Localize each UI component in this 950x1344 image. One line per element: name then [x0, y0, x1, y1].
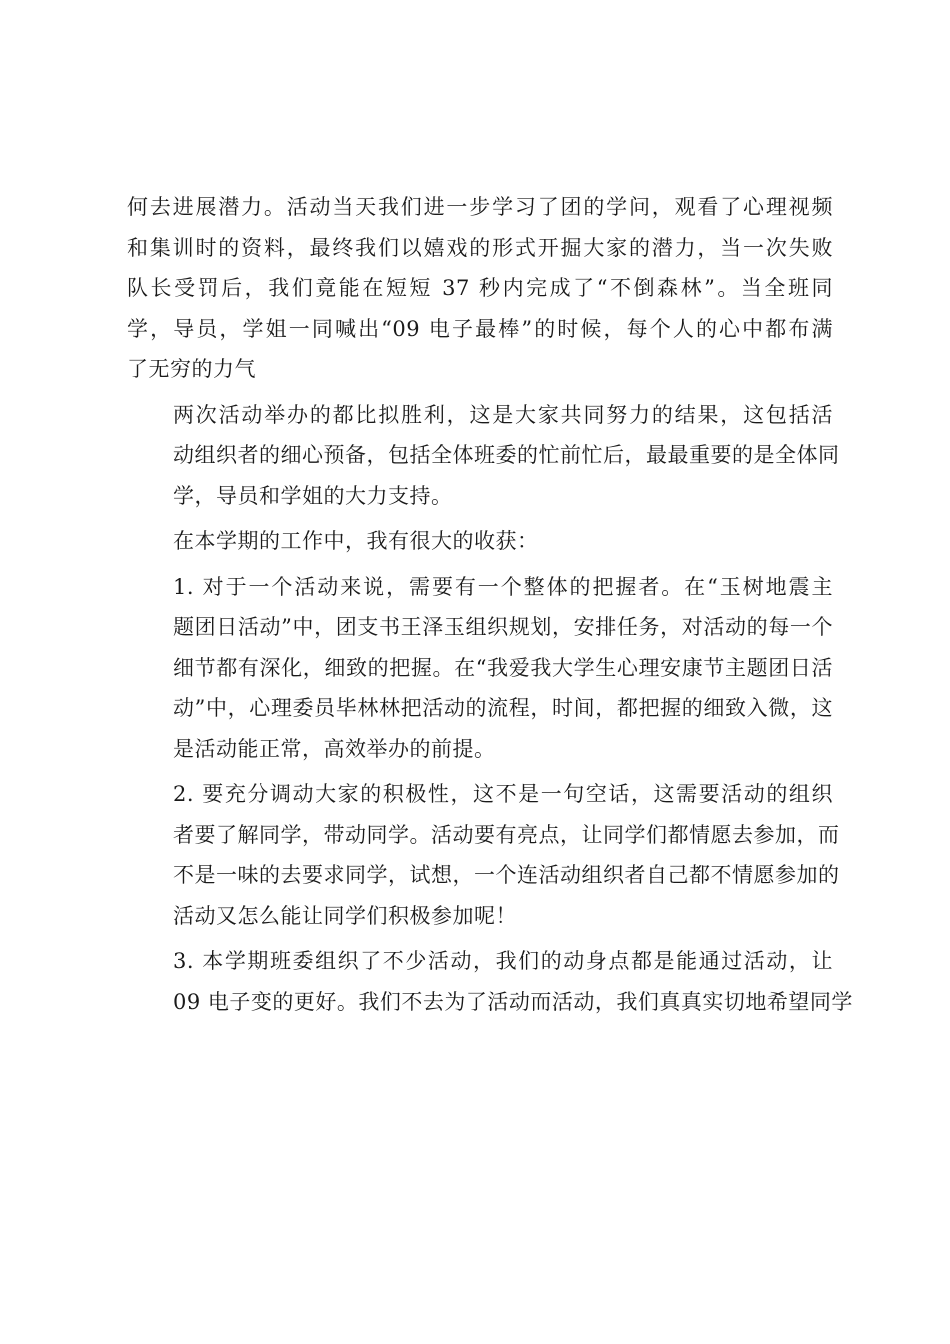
paragraph-point-1	[127, 567, 833, 770]
text-line: 3. 本学期班委组织了不少活动，我们的动身点都是能通过活动，让	[173, 949, 833, 973]
text-line: 不是一味的去要求同学，试想，一个连活动组织者自己都不情愿参加的	[173, 863, 840, 887]
text-line: 学，导员，学姐一同喊出“09 电子最棒”的时候，每个人的心中都布满	[127, 316, 833, 341]
text-line: 1. 对于一个活动来说，需要有一个整体的把握者。在“玉树地震主	[173, 574, 833, 599]
text-line: 和集训时的资料，最终我们以嬉戏的形式开掘大家的潜力，当一次失败	[127, 235, 833, 260]
text-line: 活动又怎么能让同学们积极参加呢！	[173, 903, 517, 928]
text-line: 动组织者的细心预备，包括全体班委的忙前忙后，最最重要的是全体同	[173, 443, 840, 467]
text-line: 细节都有深化，细致的把握。在“我爱我大学生心理安康节主题团日活	[173, 655, 833, 680]
paragraph-gains-intro	[127, 521, 833, 562]
text-line: 2. 要充分调动大家的积极性，这不是一句空话，这需要活动的组织	[173, 782, 833, 806]
text-line: 队长受罚后，我们竟能在短短 37 秒内完成了“不倒森林”。当全班同	[127, 276, 833, 300]
paragraph-point-2	[127, 774, 840, 936]
paragraph-activity-result	[127, 187, 833, 390]
text-line: 学，导员和学姐的大力支持。	[173, 483, 453, 508]
text-line: 两次活动举办的都比拟胜利，这是大家共同努力的结果，这包括活	[173, 402, 833, 427]
text-line: 题团日活动”中，团支书王泽玉组织规划，安排任务，对活动的每一个	[173, 615, 833, 639]
text-line: 何去进展潜力。活动当天我们进一步学习了团的学问，观看了心理视频	[127, 195, 833, 219]
text-line: 09 电子变的更好。我们不去为了活动而活动，我们真真实切地希望同学	[173, 989, 853, 1014]
paragraph-success-summary	[127, 395, 840, 517]
text-line: 是活动能正常，高效举办的前提。	[173, 736, 496, 761]
paragraph-point-3	[127, 941, 853, 1022]
text-line: 动”中，心理委员毕林林把活动的流程，时间，都把握的细致入微，这	[173, 696, 833, 720]
text-line: 了无穷的力气	[127, 357, 256, 381]
document-body	[127, 187, 853, 1027]
text-line: 者要了解同学，带动同学。活动要有亮点，让同学们都情愿去参加，而	[173, 822, 840, 847]
text-line: 在本学期的工作中，我有很大的收获：	[173, 529, 539, 553]
